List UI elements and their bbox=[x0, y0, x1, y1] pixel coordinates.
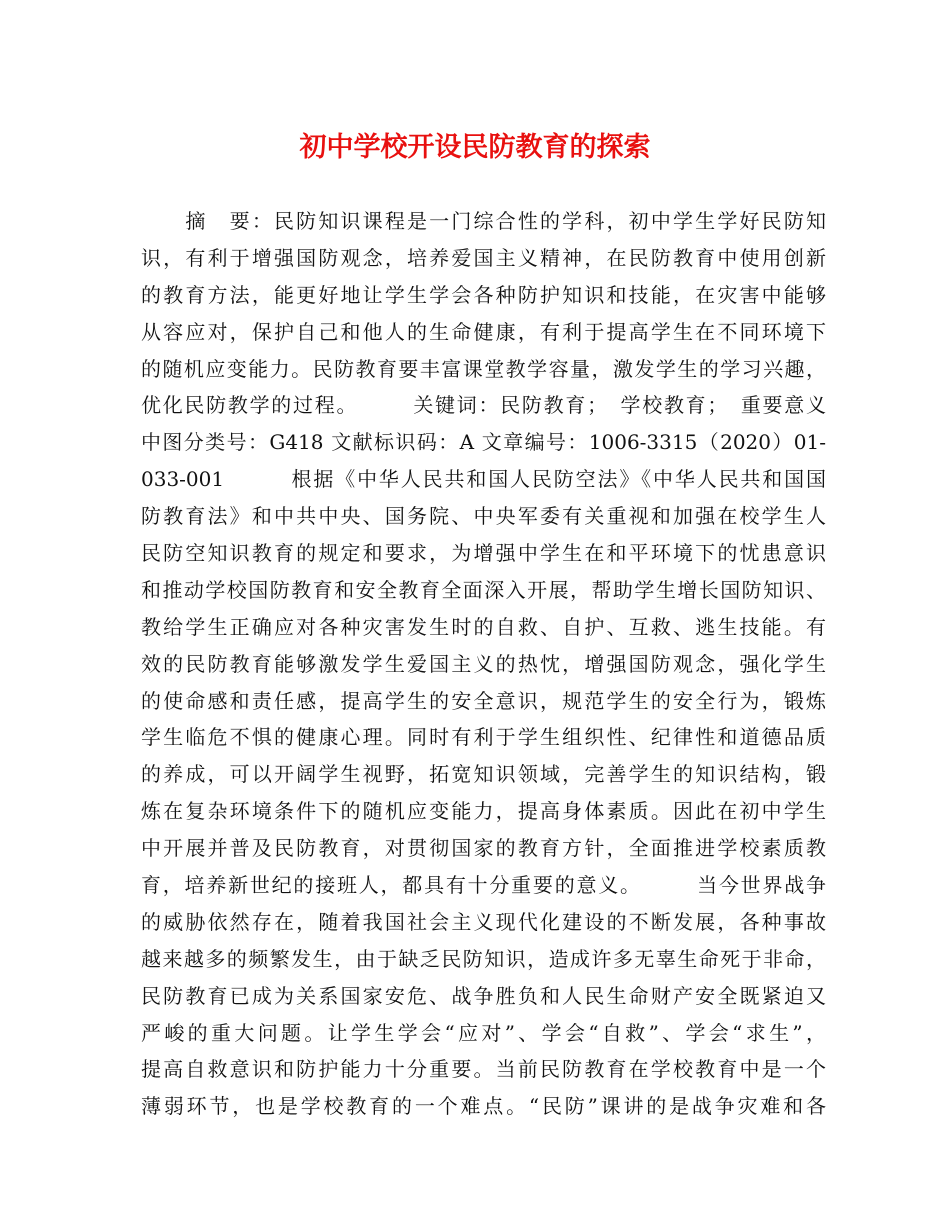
body-line: 炼在复杂环境条件下的随机应变能力，提高身体素质。因此在初中学生 bbox=[141, 799, 826, 824]
body-line: 学生临危不惧的健康心理。同时有利于学生组织性、纪律性和道德品质 bbox=[141, 725, 826, 750]
body-line: 教给学生正确应对各种灾害发生时的自救、自护、互救、逃生技能。有 bbox=[141, 614, 826, 639]
body-line: 从容应对，保护自己和他人的生命健康，有利于提高学生在不同环境下 bbox=[141, 319, 826, 344]
body-line: 的教育方法，能更好地让学生学会各种防护知识和技能，在灾害中能够 bbox=[141, 282, 826, 307]
body-line: 防教育法》和中共中央、国务院、中央军委有关重视和加强在校学生人 bbox=[141, 504, 826, 529]
body-line: 提高自救意识和防护能力十分重要。当前民防教育在学校教育中是一个 bbox=[141, 1057, 826, 1082]
body-line: 越来越多的频繁发生，由于缺乏民防知识，造成许多无辜生命死于非命， bbox=[141, 946, 826, 971]
body-line: 的随机应变能力。民防教育要丰富课堂教学容量，激发学生的学习兴趣， bbox=[141, 356, 826, 381]
body-line: 识，有利于增强国防观念，培养爱国主义精神，在民防教育中使用创新 bbox=[141, 245, 826, 270]
body-line: 民防教育已成为关系国家安危、战争胜负和人民生命财产安全既紧迫又 bbox=[141, 983, 826, 1008]
body-line: 的威胁依然存在，随着我国社会主义现代化建设的不断发展，各种事故 bbox=[141, 909, 826, 934]
body-line: 效的民防教育能够激发学生爱国主义的热忱，增强国防观念，强化学生 bbox=[141, 651, 826, 676]
body-line: 033-001 根据《中华人民共和国人民防空法》《中华人民共和国国 bbox=[141, 467, 826, 492]
body-line: 中开展并普及民防教育，对贯彻国家的教育方针，全面推进学校素质教 bbox=[141, 836, 826, 861]
body-line: 的养成，可以开阔学生视野，拓宽知识领域，完善学生的知识结构，锻 bbox=[141, 762, 826, 787]
body-line: 摘 要：民防知识课程是一门综合性的学科，初中学生学好民防知 bbox=[141, 209, 826, 233]
body-line: 薄弱环节，也是学校教育的一个难点。“民防”课讲的是战争灾难和各 bbox=[141, 1094, 826, 1119]
body-line: 和推动学校国防教育和安全教育全面深入开展，帮助学生增长国防知识、 bbox=[141, 577, 826, 602]
document-title: 初中学校开设民防教育的探索 bbox=[299, 132, 651, 163]
body-line: 民防空知识教育的规定和要求，为增强中学生在和平环境下的忧患意识 bbox=[141, 541, 826, 566]
body-line: 中图分类号：G418 文献标识码：A 文章编号：1006-3315（2020）01- bbox=[141, 430, 826, 455]
body-line: 育，培养新世纪的接班人，都具有十分重要的意义。 当今世界战争 bbox=[141, 873, 826, 898]
body-line: 严峻的重大问题。让学生学会“应对”、学会“自救”、学会“求生”， bbox=[141, 1020, 826, 1045]
document-body bbox=[141, 203, 826, 1125]
body-line: 的使命感和责任感，提高学生的安全意识，规范学生的安全行为，锻炼 bbox=[141, 688, 826, 713]
body-line: 优化民防教学的过程。 关键词：民防教育； 学校教育； 重要意义 bbox=[141, 393, 826, 418]
